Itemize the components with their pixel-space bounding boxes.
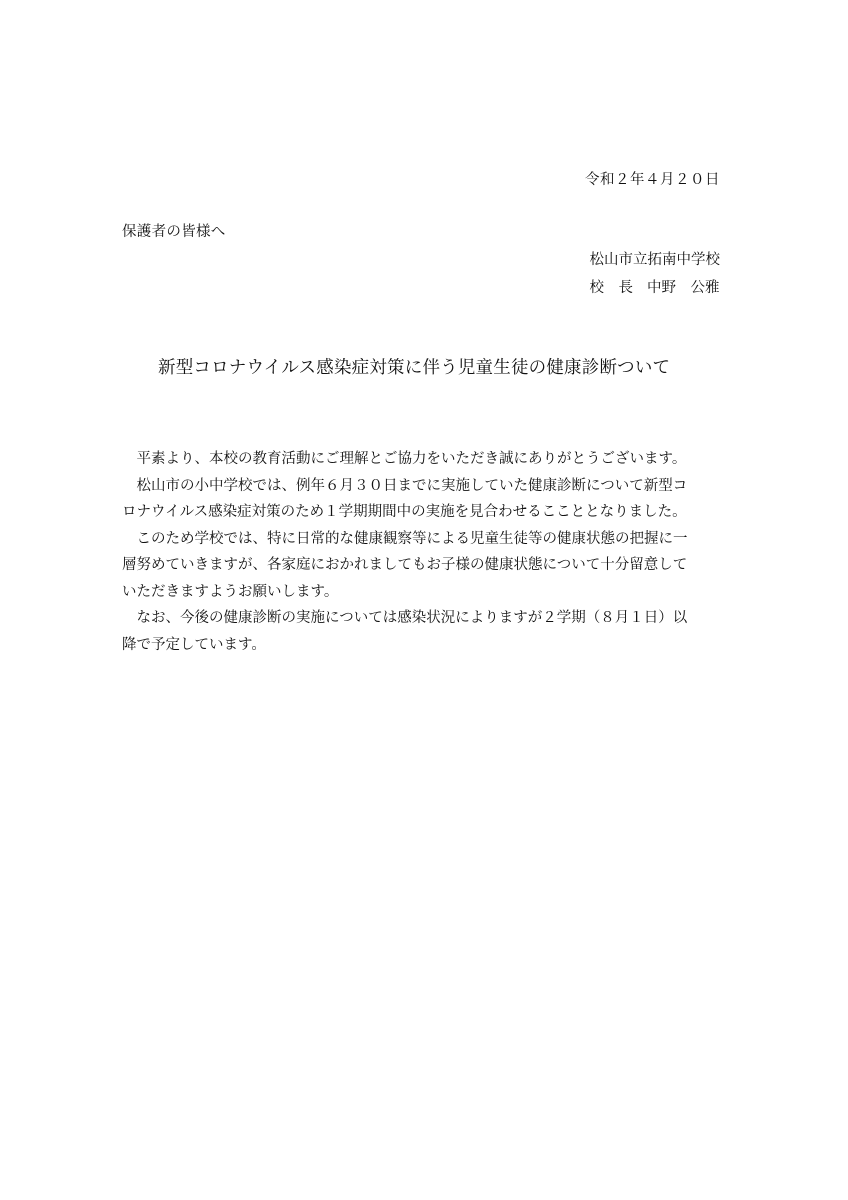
sender-school: 松山市立拓南中学校 <box>589 252 720 268</box>
sender-name: 中野 公雅 <box>647 280 720 296</box>
body-line: ロナウイルス感染症対策のため１学期期間中の実施を見合わせるここととなりました。 <box>122 504 687 520</box>
letter-sender <box>590 246 721 302</box>
body-line: このため学校では、特に日常的な健康観察等による児童生徒等の健康状態の把握に一 <box>136 530 688 547</box>
body-line: 松山市の小中学校では、例年６月３０日までに実施していた健康診断について新型コ <box>136 477 688 494</box>
sender-principal <box>590 274 721 302</box>
body-line: いただきますようお願いします。 <box>122 583 339 600</box>
letter-body <box>122 446 728 658</box>
letter-date: 令和２年４月２０日 <box>585 172 720 188</box>
sender-title: 校 長 <box>589 280 633 296</box>
body-line: 降で予定しています。 <box>122 636 266 653</box>
body-line: 層努めていきますが、各家庭におかれましてもお子様の健康状態について十分留意して <box>122 557 688 573</box>
letter-subject: 新型コロナウイルス感染症対策に伴う児童生徒の健康診断ついて <box>158 358 671 378</box>
letter-recipient: 保護者の皆様へ <box>122 224 226 240</box>
body-line: なお、今後の健康診断の実施については感染状況によりますが２学期（８月１日）以 <box>136 610 688 626</box>
body-line: 平素より、本校の教育活動にご理解とご協力をいただき誠にありがとうございます。 <box>136 451 687 467</box>
